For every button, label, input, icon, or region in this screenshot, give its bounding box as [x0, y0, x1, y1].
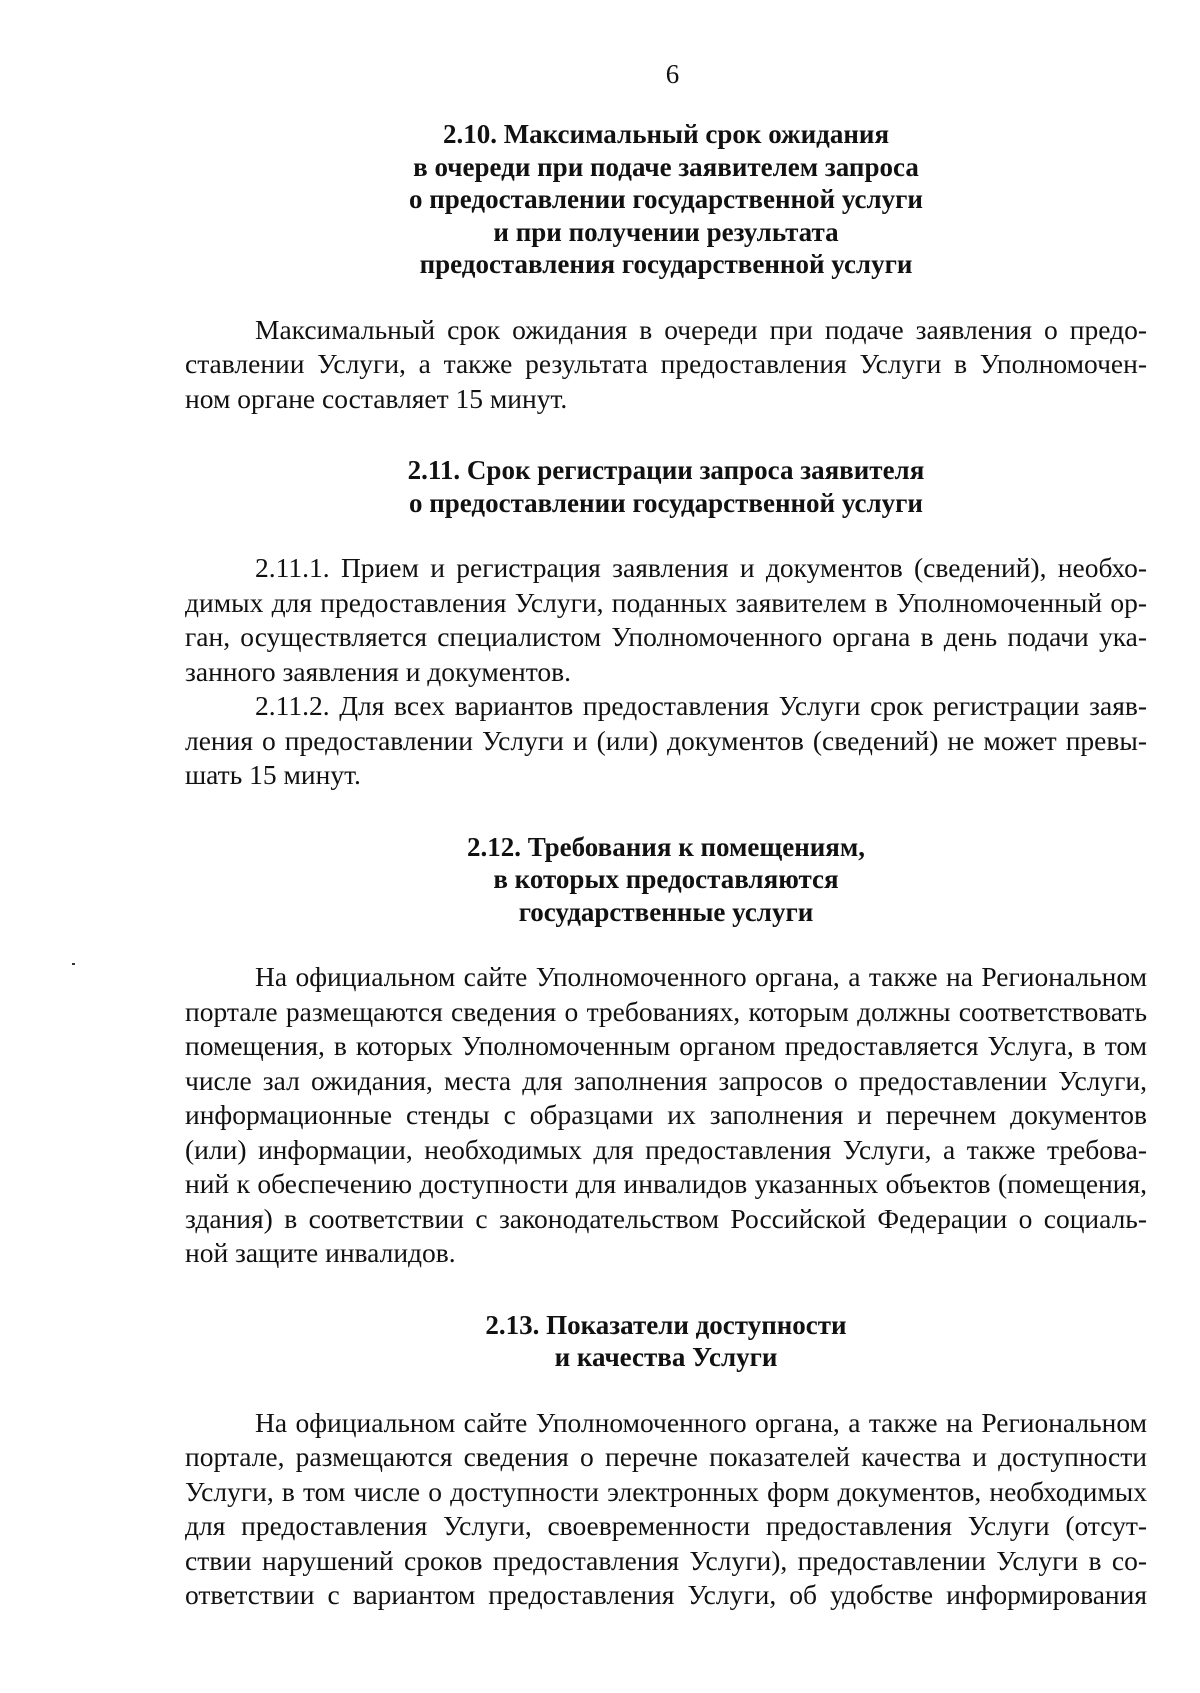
document-content	[185, 118, 1147, 1613]
text-line: 2.11.1. Прием и регистрация заявления и документов (сведений), необхо-	[255, 552, 1147, 583]
text-line: (или) информации, необходимых для предоставления Услуги, а также требова-	[185, 1133, 1147, 1165]
heading-line: о предоставлении государственной услуги	[408, 184, 923, 214]
heading-line: 2.13. Показатели доступности	[485, 1309, 847, 1340]
paragraph	[185, 1406, 1147, 1613]
text-line: портале размещаются сведения о требованиях, которым должны соответствовать	[185, 995, 1147, 1027]
paragraph	[185, 960, 1147, 1271]
section-heading	[185, 1309, 1147, 1374]
paragraph	[185, 313, 1147, 417]
heading-line: в которых предоставляются	[493, 864, 839, 894]
text-line: ответствии с вариантом предоставления Услуги, об удобстве информирования	[185, 1579, 1147, 1610]
text-line: Максимальный срок ожидания в очереди при подаче заявления о предо-	[255, 313, 1147, 345]
section-heading	[185, 118, 1147, 281]
heading-line: о предоставлении государственной услуги	[408, 487, 923, 518]
heading-line: предоставления государственной услуги	[419, 249, 913, 279]
section-heading	[185, 454, 1147, 519]
page-number: 6	[665, 59, 680, 89]
text-line: ном органе составляет 15 минут.	[185, 382, 568, 414]
text-line: ления о предоставлении Услуги и (или) документов (сведений) не может превы-	[185, 724, 1147, 756]
text-line: для предоставления Услуги, своевременности предоставления Услуги (отсут-	[185, 1510, 1147, 1541]
paragraph	[185, 689, 1147, 793]
text-line: здания) в соответствии с законодательством Российской Федерации о социаль-	[185, 1202, 1147, 1234]
text-line: ной защите инвалидов.	[185, 1237, 456, 1268]
scan-artifact-dot	[72, 963, 75, 965]
text-line: информационные стенды с образцами их заполнения и перечнем документов	[185, 1099, 1147, 1130]
text-line: ствии нарушений сроков предоставления Услуги), предоставлении Услуги в со-	[185, 1544, 1147, 1576]
text-line: помещения, в которых Уполномоченным органом предоставляется Услуга, в том	[185, 1030, 1147, 1061]
text-line: ставлении Услуги, а также результата предоставления Услуги в Уполномочен-	[185, 348, 1147, 379]
paragraph	[185, 551, 1147, 689]
text-line: Услуги, в том числе о доступности электронных форм документов, необходимых	[185, 1475, 1147, 1507]
text-line: 2.11.2. Для всех вариантов предоставления Услуги срок регистрации заяв-	[255, 690, 1147, 721]
text-line: шать 15 минут.	[185, 759, 361, 790]
text-line: димых для предоставления Услуги, поданных заявителем в Уполномоченный ор-	[185, 586, 1147, 618]
heading-line: 2.10. Максимальный срок ожидания	[442, 119, 890, 149]
text-line: числе зал ожидания, места для заполнения запросов о предоставлении Услуги,	[185, 1064, 1147, 1096]
text-line: ган, осуществляется специалистом Уполномоченного органа в день подачи ука-	[185, 621, 1147, 652]
text-line: На официальном сайте Уполномоченного органа, а также на Региональном	[255, 1406, 1147, 1438]
heading-line: и при получении результата	[493, 216, 839, 247]
heading-line: государственные услуги	[518, 896, 814, 927]
section-2-12	[185, 831, 1147, 1271]
text-line: портале, размещаются сведения о перечне показателей качества и доступности	[185, 1441, 1147, 1472]
heading-line: 2.12. Требования к помещениям,	[466, 831, 866, 862]
section-2-10	[185, 118, 1147, 416]
section-heading	[185, 831, 1147, 929]
section-2-11	[185, 454, 1147, 793]
heading-line: и качества Услуги	[554, 1342, 778, 1372]
text-line: занного заявления и документов.	[185, 655, 571, 687]
heading-line: 2.11. Срок регистрации запроса заявителя	[407, 455, 925, 485]
text-line: На официальном сайте Уполномоченного органа, а также на Региональном	[255, 961, 1147, 992]
heading-line: в очереди при подаче заявителем запроса	[413, 151, 919, 182]
text-line: ний к обеспечению доступности для инвалидов указанных объектов (помещения,	[185, 1168, 1147, 1199]
section-2-13	[185, 1309, 1147, 1613]
